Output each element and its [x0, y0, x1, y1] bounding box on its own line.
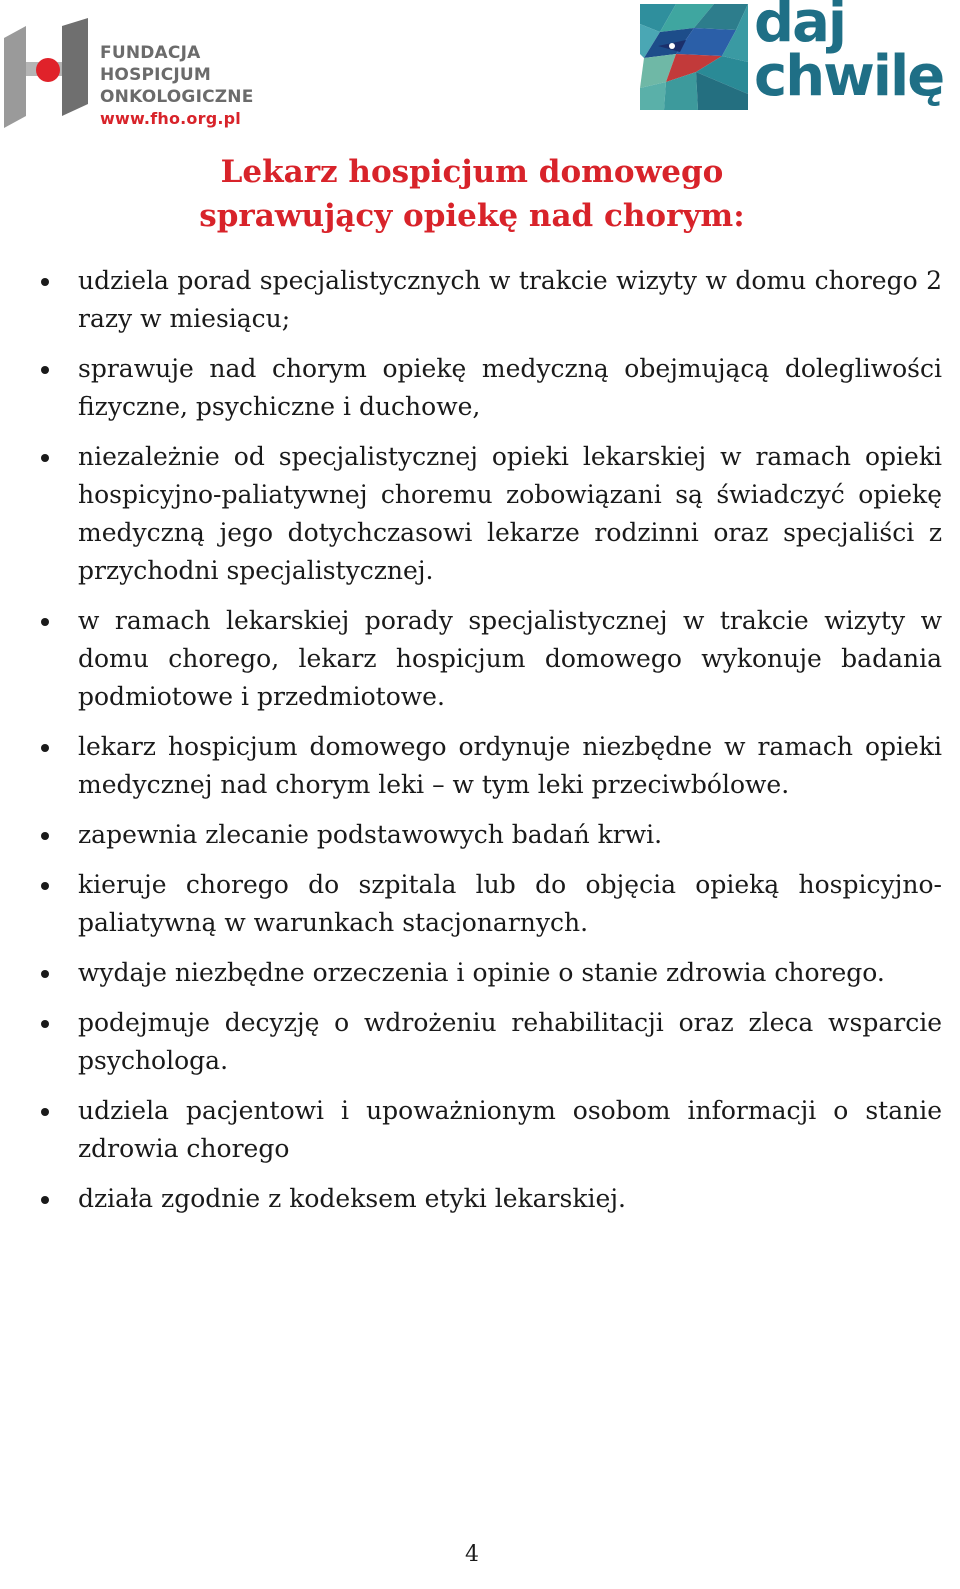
fho-logo-line-1: FUNDACJA — [100, 43, 201, 63]
list-item — [78, 1092, 942, 1168]
list-item-text: sprawuje nad chorym opiekę medyczną obejmującą dolegliwości fizyczne, psychiczne i duchowe, — [78, 354, 942, 421]
page-number: 4 — [465, 1542, 479, 1567]
list-item — [78, 262, 942, 338]
bullet-icon — [41, 970, 49, 978]
page-title-line-1: Lekarz hospicjum domowego — [220, 154, 724, 190]
daj-chwile-logo-text — [754, 0, 944, 109]
list-item-text: działa zgodnie z kodeksem etyki lekarskiej. — [78, 1184, 626, 1213]
list-item — [78, 728, 942, 804]
list-item-text: niezależnie od specjalistycznej opieki lekarskiej w ramach opieki hospicyjno-paliatywnej choremu zobowiązani są świadczyć opiekę medyczną jego dotychczasowi lekarze rodzinni oraz specjaliści z przychodni specjalistycznej. — [78, 442, 942, 585]
duties-list — [78, 262, 942, 1230]
daj-chwile-logo — [636, 2, 956, 124]
list-item-text: udziela pacjentowi i upoważnionym osobom informacji o stanie zdrowia chorego — [78, 1096, 942, 1163]
list-item — [78, 602, 942, 716]
list-item-text: udziela porad specjalistycznych w trakcie wizyty w domu chorego 2 razy w miesiącu; — [78, 266, 942, 333]
bullet-icon — [41, 454, 49, 462]
list-item — [78, 350, 942, 426]
list-item — [78, 1180, 942, 1218]
fho-logo-url: www.fho.org.pl — [100, 109, 241, 128]
fho-logo — [4, 18, 254, 128]
bullet-icon — [41, 278, 49, 286]
bullet-icon — [41, 1108, 49, 1116]
list-item — [78, 816, 942, 854]
fho-logo-mark-icon — [4, 18, 100, 128]
bullet-icon — [41, 618, 49, 626]
bullet-icon — [41, 744, 49, 752]
list-item-text: wydaje niezbędne orzeczenia i opinie o stanie zdrowia chorego. — [78, 958, 885, 987]
page-title-line-2: sprawujący opiekę nad chorym: — [199, 198, 745, 234]
list-item-text: podejmuje decyzję o wdrożeniu rehabilitacji oraz zleca wsparcie psychologa. — [78, 1008, 942, 1075]
bullet-icon — [41, 832, 49, 840]
fho-logo-line-2: HOSPICJUM — [100, 65, 212, 85]
list-item — [78, 1004, 942, 1080]
bullet-icon — [41, 1196, 49, 1204]
list-item-text: zapewnia zlecanie podstawowych badań krwi. — [78, 820, 663, 849]
bullet-icon — [41, 882, 49, 890]
bullet-icon — [41, 366, 49, 374]
page-title — [0, 150, 944, 238]
bullet-icon — [41, 1020, 49, 1028]
list-item — [78, 438, 942, 590]
fho-logo-line-3: ONKOLOGICZNE — [100, 87, 254, 107]
list-item — [78, 954, 942, 992]
daj-chwile-logo-line-1: daj — [754, 0, 846, 55]
bird-mosaic-icon — [636, 2, 752, 112]
daj-chwile-logo-line-2: chwilę — [754, 44, 944, 109]
list-item-text: w ramach lekarskiej porady specjalistycznej w trakcie wizyty w domu chorego, lekarz hospicjum domowego wykonuje badania podmiotowe i przedmiotowe. — [78, 606, 942, 711]
list-item-text: lekarz hospicjum domowego ordynuje niezbędne w ramach opieki medycznej nad chorym leki – w tym leki przeciwbólowe. — [78, 732, 942, 799]
fho-logo-text — [100, 42, 254, 130]
list-item-text: kieruje chorego do szpitala lub do objęcia opieką hospicyjno-paliatywną w warunkach stacjonarnych. — [78, 870, 942, 937]
list-item — [78, 866, 942, 942]
